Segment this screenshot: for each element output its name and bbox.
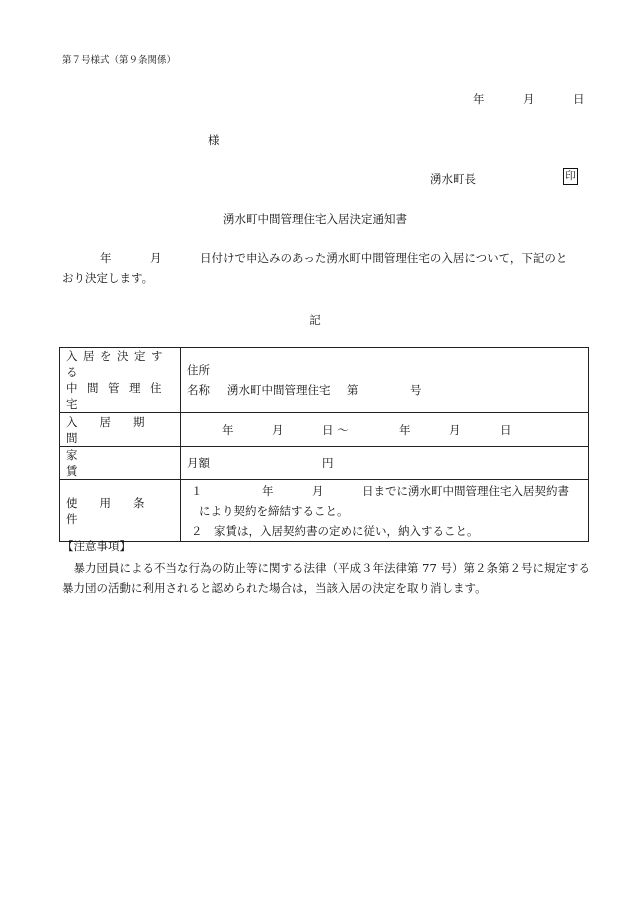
housing-label-text2: 中間管理住宅: [66, 381, 171, 411]
notice-text: 暴力団員による不当な行為の防止等に関する法律（平成３年法律第 77 号）第２条第２号に規定する暴力団の活動に利用されると認められた場合は，当該入居の決定を取り消します。: [62, 561, 590, 595]
date-year-label: 年: [473, 92, 485, 106]
seal-mark: 印: [563, 168, 578, 185]
housing-name-line: [187, 380, 582, 400]
start-day: 日 ～: [322, 422, 349, 437]
name-label: 名称: [187, 383, 210, 397]
body-paragraph-line2: おり決定します。: [62, 271, 154, 285]
address-line: [187, 360, 582, 380]
monthly-label: 月額: [187, 456, 210, 470]
condition-1-line1: [187, 481, 582, 501]
document-title: 湧水町中間管理住宅入居決定通知書: [223, 212, 407, 226]
date-day-label: 日: [573, 92, 585, 106]
housing-label-text1: 入居を決定する: [66, 349, 168, 379]
condition-2-text: ２ 家賃は，入居契約書の定めに従い，納入すること。: [191, 523, 479, 538]
number-prefix: 第: [347, 383, 359, 397]
name-value: 湧水町中間管理住宅: [227, 383, 331, 397]
period-label-text: 入居期間: [66, 414, 167, 445]
body-year: 年: [100, 251, 112, 265]
condition-1-number: １: [191, 483, 203, 498]
issuer-name: 湧水町長: [430, 172, 476, 186]
start-year: 年: [222, 422, 234, 437]
addressee-suffix: 様: [208, 133, 220, 147]
condition-1-month: 月: [312, 483, 324, 498]
period-label: [60, 413, 181, 447]
decision-details-table: [59, 347, 589, 542]
body-text-line1: 日付けで申込みのあった湧水町中間管理住宅の入居について，下記のと: [200, 251, 568, 265]
conditions-value: [181, 480, 589, 542]
rent-row: [60, 447, 589, 480]
housing-label-line1: [66, 348, 174, 380]
number-suffix: 号: [410, 383, 422, 397]
housing-row: [60, 348, 589, 413]
period-value: [181, 413, 589, 447]
form-number: 第７号様式（第９条関係）: [62, 55, 177, 66]
end-month: 月: [449, 422, 461, 437]
yen-label: 円: [322, 456, 334, 470]
rent-label-text: 家賃: [66, 448, 153, 478]
condition-1-year: 年: [262, 483, 274, 498]
date-month-label: 月: [523, 92, 535, 106]
housing-label: [60, 348, 181, 413]
rent-value: [181, 447, 589, 480]
ki-heading: 記: [309, 313, 321, 327]
condition-1-continuation: により契約を締結すること。: [199, 503, 349, 518]
body-paragraph-line1: [62, 250, 587, 266]
housing-value: [181, 348, 589, 413]
period-row: [60, 413, 589, 447]
condition-1-line2: [187, 501, 582, 521]
rent-line: [187, 453, 582, 473]
period-dates: [187, 420, 582, 440]
housing-label-line2: [66, 380, 174, 412]
start-month: 月: [272, 422, 284, 437]
notice-heading: 【注意事項】: [62, 539, 131, 553]
conditions-row: [60, 480, 589, 542]
end-year: 年: [399, 422, 411, 437]
rent-label: [60, 447, 181, 480]
address-label: 住所: [187, 363, 210, 377]
body-month: 月: [150, 251, 162, 265]
condition-1-text: 日までに湧水町中間管理住宅入居契約書: [362, 483, 569, 498]
condition-2-line: [187, 521, 582, 541]
conditions-label-text: 使用条件: [66, 495, 167, 526]
conditions-label: [60, 480, 181, 542]
end-day: 日: [500, 422, 512, 437]
